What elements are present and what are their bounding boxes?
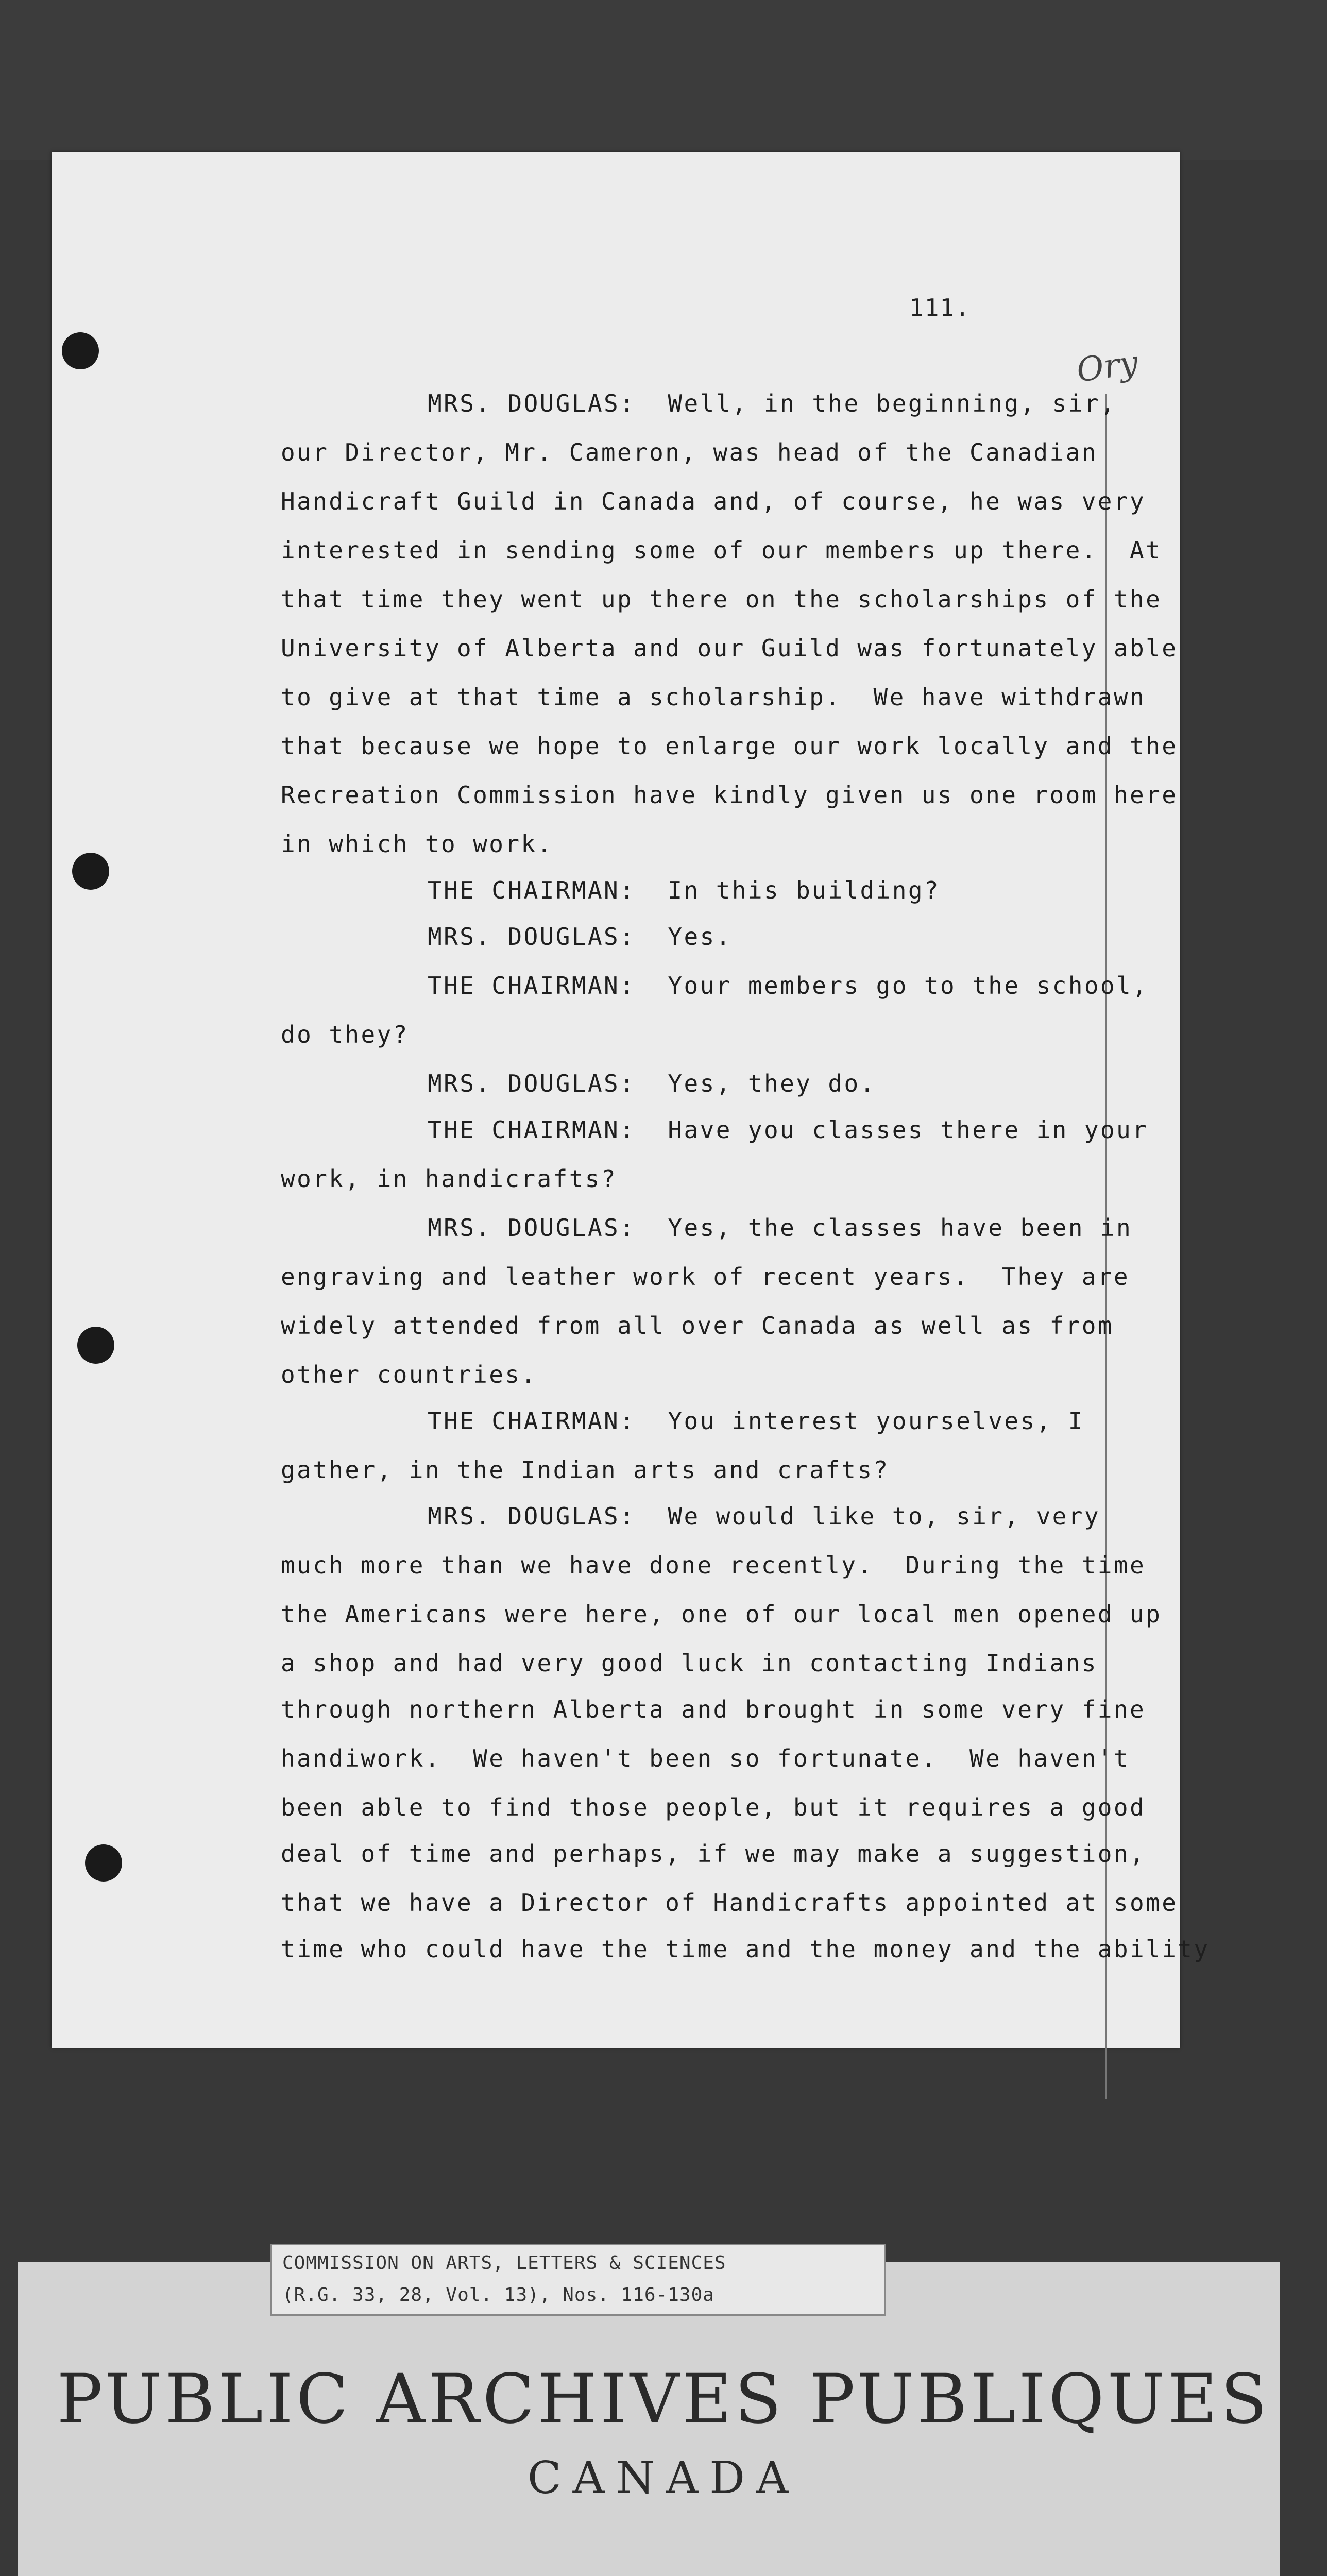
transcript-line: gather, in the Indian arts and crafts? [281, 1456, 890, 1484]
transcript-line: engraving and leather work of recent years. They are [281, 1263, 1130, 1291]
transcript-line: MRS. DOUGLAS: Well, in the beginning, sir, [428, 389, 1117, 417]
transcript-line: been able to find those people, but it requires a good [281, 1793, 1146, 1821]
punch-hole [77, 1327, 114, 1364]
transcript-line: University of Alberta and our Guild was fortunately able [281, 634, 1178, 662]
transcript-line: widely attended from all over Canada as well as from [281, 1312, 1114, 1340]
transcript-line: in which to work. [281, 830, 553, 858]
scanner-background [0, 0, 1327, 160]
transcript-line: THE CHAIRMAN: Your members go to the school, [428, 972, 1149, 999]
archive-reference-label [270, 2244, 886, 2316]
punch-hole [85, 1844, 122, 1882]
transcript-line: MRS. DOUGLAS: Yes. [428, 923, 732, 951]
transcript-line: MRS. DOUGLAS: We would like to, sir, very [428, 1502, 1100, 1530]
transcript-line: that we have a Director of Handicrafts appointed at some [281, 1889, 1178, 1917]
transcript-line: handiwork. We haven't been so fortunate. We haven't [281, 1744, 1130, 1772]
page-number: 111. [909, 294, 971, 321]
transcript-line: our Director, Mr. Cameron, was head of the Canadian [281, 438, 1098, 466]
transcript-line: to give at that time a scholarship. We have withdrawn [281, 683, 1146, 711]
punch-hole [72, 853, 109, 890]
transcript-line: a shop and had very good luck in contacting Indians [281, 1649, 1098, 1677]
transcript-line: Handicraft Guild in Canada and, of course, he was very [281, 487, 1146, 515]
transcript-line: that because we hope to enlarge our work locally and the [281, 732, 1178, 760]
transcript-line: that time they went up there on the scholarships of the [281, 585, 1162, 613]
archive-label-line1: COMMISSION ON ARTS, LETTERS & SCIENCES [282, 2252, 726, 2274]
punch-hole [62, 332, 99, 369]
transcript-line: THE CHAIRMAN: In this building? [428, 876, 941, 904]
handwritten-margin-note: Ory [1074, 344, 1141, 390]
transcript-line: time who could have the time and the money and the ability [281, 1935, 1210, 1963]
transcript-line: work, in handicrafts? [281, 1165, 617, 1193]
transcript-line: MRS. DOUGLAS: Yes, they do. [428, 1070, 876, 1097]
transcript-line: MRS. DOUGLAS: Yes, the classes have been in [428, 1214, 1133, 1242]
archive-country: CANADA [527, 2452, 800, 2504]
transcript-line: THE CHAIRMAN: You interest yourselves, I [428, 1407, 1084, 1435]
transcript-line: interested in sending some of our members up there. At [281, 536, 1162, 564]
transcript-line: the Americans were here, one of our local men opened up [281, 1600, 1162, 1628]
transcript-line: other countries. [281, 1361, 537, 1388]
archive-title: PUBLIC ARCHIVES PUBLIQUES [57, 2360, 1270, 2439]
document-page [52, 152, 1210, 2048]
transcript-line: Recreation Commission have kindly given us one room here [281, 781, 1178, 809]
transcript-line: through northern Alberta and brought in some very fine [281, 1696, 1146, 1723]
transcript-line: deal of time and perhaps, if we may make a suggestion, [281, 1840, 1146, 1868]
transcript-line: THE CHAIRMAN: Have you classes there in your [428, 1116, 1149, 1144]
transcript-line: do they? [281, 1021, 409, 1048]
transcript-line: much more than we have done recently. During the time [281, 1551, 1146, 1579]
archive-label-line2: (R.G. 33, 28, Vol. 13), Nos. 116-130a [282, 2284, 714, 2306]
